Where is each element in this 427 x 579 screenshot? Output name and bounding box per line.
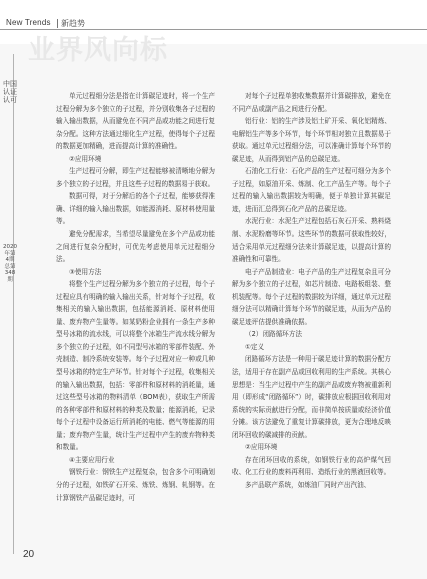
issue-info: 2020年第4期 总第348期 — [3, 244, 17, 283]
subheading: ④主要应用行业 — [69, 455, 115, 464]
paragraph: 存在闭环回收的系统，如钢铁行业的高炉煤气回收、化工行业的废料再利用、造纸行业的黑液回收等。 — [232, 455, 391, 477]
magazine-title: 中国认证认可 — [3, 80, 17, 104]
paragraph: 电子产品制造业：电子产品的生产过程复杂且可分解为多个独立的子过程，如芯片制造、电路板组装、整机装配等。每个子过程的数据较为详细，通过单元过程细分法可以精确计算每个环节的碳足迹，从而为产品的碳足迹评估提供准确依据。 — [232, 267, 391, 326]
header-rule — [0, 29, 427, 30]
section-label-en: New Trends — [6, 18, 51, 27]
paragraph: 水泥行业：水泥生产过程包括石灰石开采、熟料烧制、水泥粉磨等环节。这些环节的数据可获取性较好，适合采用单元过程细分法来计算碳足迹，以提高计算的准确性和可靠性。 — [232, 217, 391, 264]
subheading: ①定义 — [245, 342, 265, 351]
section-bar — [0, 18, 427, 31]
subheading: ②应用环境 — [245, 443, 278, 452]
paragraph: 生产过程可分解，即生产过程能够被清晰地分解为多个独立的子过程，并且这些子过程的数据易于获取。 — [56, 167, 215, 188]
paragraph: 多产品联产系统，如炼油厂同时产出汽油、 — [245, 480, 371, 489]
paragraph: 单元过程细分法是指在计算碳足迹时，将一个生产过程分解为多个独立的子过程，并分别收集各子过程的输入输出数据，从而避免在不同产品或功能之间进行复杂分配。这种方法通过细化生产过程，使得每个子过程的数据更加精确，进而提高计算的准确性。 — [56, 92, 215, 151]
section-divider — [57, 19, 58, 28]
paragraph: 石油化工行业：石化产品的生产过程可细分为多个子过程，如原油开采、炼制、化工产品生产等。每个子过程的输入输出数据较为明确，便于单独计算其碳足迹，进而汇总得到石化产品的总碳足迹。 — [232, 167, 391, 213]
paragraph: 对每个子过程单独收集数据并计算碳排放，避免在不同产品或副产品之间进行分配。 — [232, 92, 391, 113]
paragraph: 铝行业：铝的生产涉及铝土矿开采、氧化铝精炼、电解铝生产等多个环节，每个环节相对独立且数据易于获取。通过单元过程细分法，可以准确计算每个环节的碳足迹，从而得到铝产品的总碳足迹。 — [232, 117, 391, 163]
subheading: ②应用环境 — [69, 154, 102, 163]
paragraph: 避免分配需求，当希望尽量避免在多个产品或功能之间进行复杂分配时，可优先考虑使用单元过程细分法。 — [56, 230, 215, 264]
subheading: （2）闭路循环方法 — [245, 330, 302, 339]
paragraph: 将整个生产过程分解为多个独立的子过程，每个子过程应具有明确的输入输出关系，针对每个子过程，收集相关的输入输出数据，包括能源消耗、原材料使用量、废弃物产生量等。如某奶粉企业拥有一条生产多种型号冰箱的流水线，可以将整个冰箱生产流水线分解为多个独立的子过程，如不同型号冰箱的零部件装配、外壳制造、制冷系统安装等。每个子过程对应一种或几种型号冰箱的特定生产环节。针对每个子过程，收集相关的输入输出数据，包括：零部件和原材料的消耗量，通过这些型号冰箱的物料清单（BOM表），获取生产所需的各种零部件和原材料的种类及数量；能源消耗，记录每个子过程中设备运行所消耗的电能、燃气等能源的用量；废弃物产生量，统计生产过程中产生的废弃物种类和数量。 — [56, 280, 215, 452]
paragraph: 闭路循环方法是一种用于碳足迹计算的数据分配方法，适用于存在副产品或回收利用的生产系统。其核心思想是：当生产过程中产生的副产品或废弃物被重新利用（即形成“闭路循环”）时，碳排放应根据回收利用对系统的实际贡献进行分配，而非简单按质量或经济价值分摊。该方法避免了重复计算碳排放，更为合理地反映闭环回收的碳减排的贡献。 — [232, 355, 391, 439]
section-label-cn: 新趋势 — [61, 19, 85, 28]
paragraph: 数据可得，对于分解后的各个子过程，能够获得准确、详细的输入输出数据，如能源消耗、原材料使用量等。 — [56, 192, 215, 226]
paragraph: 钢铁行业：钢铁生产过程复杂，包含多个可明确划分的子过程，如铁矿石开采、炼铁、炼钢、轧钢等。在计算钢铁产品碳足迹时，可 — [56, 468, 215, 502]
side-rule — [13, 54, 14, 554]
left-column — [56, 90, 215, 504]
page-number: 20 — [23, 549, 35, 560]
side-strip — [0, 44, 22, 579]
column-watermark: 业界风向标 — [28, 35, 168, 66]
subheading: ③使用方法 — [69, 267, 102, 276]
right-column — [232, 90, 391, 492]
